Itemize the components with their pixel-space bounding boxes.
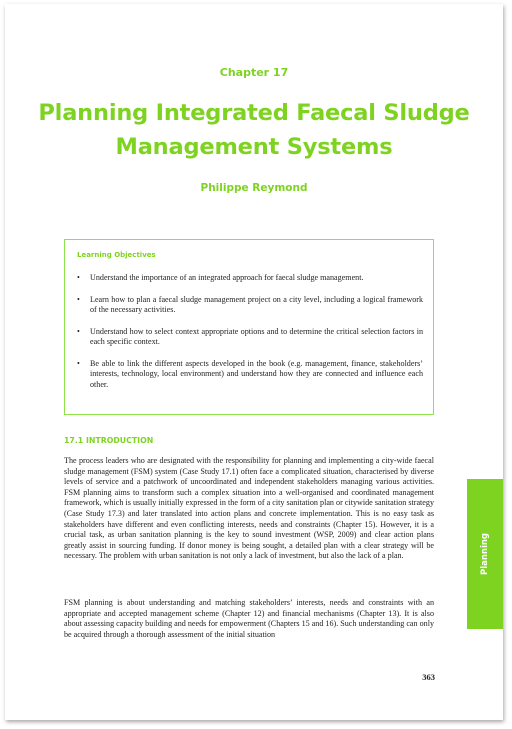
- chapter-number: Chapter 17: [219, 66, 289, 79]
- bullet-icon: •: [77, 273, 80, 282]
- body-paragraph: The process leaders who are designated with the responsibility for planning and implementing a city-wide faecal sludge management (FSM) system (Case Study 17.1) often face a complicated situation, characterised by diverse levels of service and a patchwork of uncoordinated and independent stakeholders managing various activities. FSM planning aims to transform such a complex situation into a well-organised and coordinated management framework, which is usually initially expressed in the form of a city sanitation plan or citywide sanitation strategy (Case Study 17.3) and later translated into action plans and concrete implementation. This is no easy task as stakeholders have different and even conflicting interests, needs and constraints (Chapter 15). However, it is a crucial task, as urban sanitation planning is the key to sound investment (WSP, 2009) and clear action plans greatly assist in sourcing funding. If donor money is being sought, a detailed plan with a clear strategy will be necessary. The problem with urban sanitation is not only a lack of investment, but also the lack of a plan.: [64, 456, 434, 561]
- objective-text: Understand the importance of an integrated approach for faecal sludge management.: [90, 273, 364, 282]
- list-item: [77, 273, 423, 284]
- learning-objectives-heading: Learning Objectives: [77, 251, 156, 259]
- side-tab-label: Planning: [480, 532, 490, 576]
- learning-objectives-list: [77, 273, 423, 401]
- list-item: [77, 359, 423, 391]
- bullet-icon: •: [77, 358, 80, 368]
- section-heading: 17.1 INTRODUCTION: [64, 436, 154, 445]
- list-item: [77, 295, 423, 316]
- chapter-author: Philippe Reymond: [200, 182, 308, 194]
- objective-text: Be able to link the different aspects developed in the book (e.g. management, finance, stakeholders’ interests, technology, local environment) and understand how they are connected and influence each other.: [90, 358, 423, 389]
- chapter-title: Planning Integrated Faecal Sludge Management Systems: [38, 100, 470, 160]
- list-item: [77, 327, 423, 348]
- bullet-icon: •: [77, 294, 80, 304]
- learning-objectives-box: [64, 239, 434, 415]
- book-page: [5, 4, 503, 720]
- objective-text: Understand how to select context appropriate options and to determine the critical selection factors in each specific context.: [90, 326, 423, 346]
- body-paragraph: FSM planning is about understanding and matching stakeholders’ interests, needs and constraints with an appropriate and accepted management scheme (Chapter 12) and financial mechanisms (Chapter 13). It is also about assessing capacity building and needs for empowerment (Chapters 15 and 16). Such understanding can only be acquired through a thorough assessment of the initial situation: [64, 598, 434, 639]
- objective-text: Learn how to plan a faecal sludge management project on a city level, including a logical framework of the necessary activities.: [90, 294, 423, 314]
- section-side-tab: [467, 479, 503, 629]
- bullet-icon: •: [77, 326, 80, 336]
- page-number: 363: [422, 672, 435, 682]
